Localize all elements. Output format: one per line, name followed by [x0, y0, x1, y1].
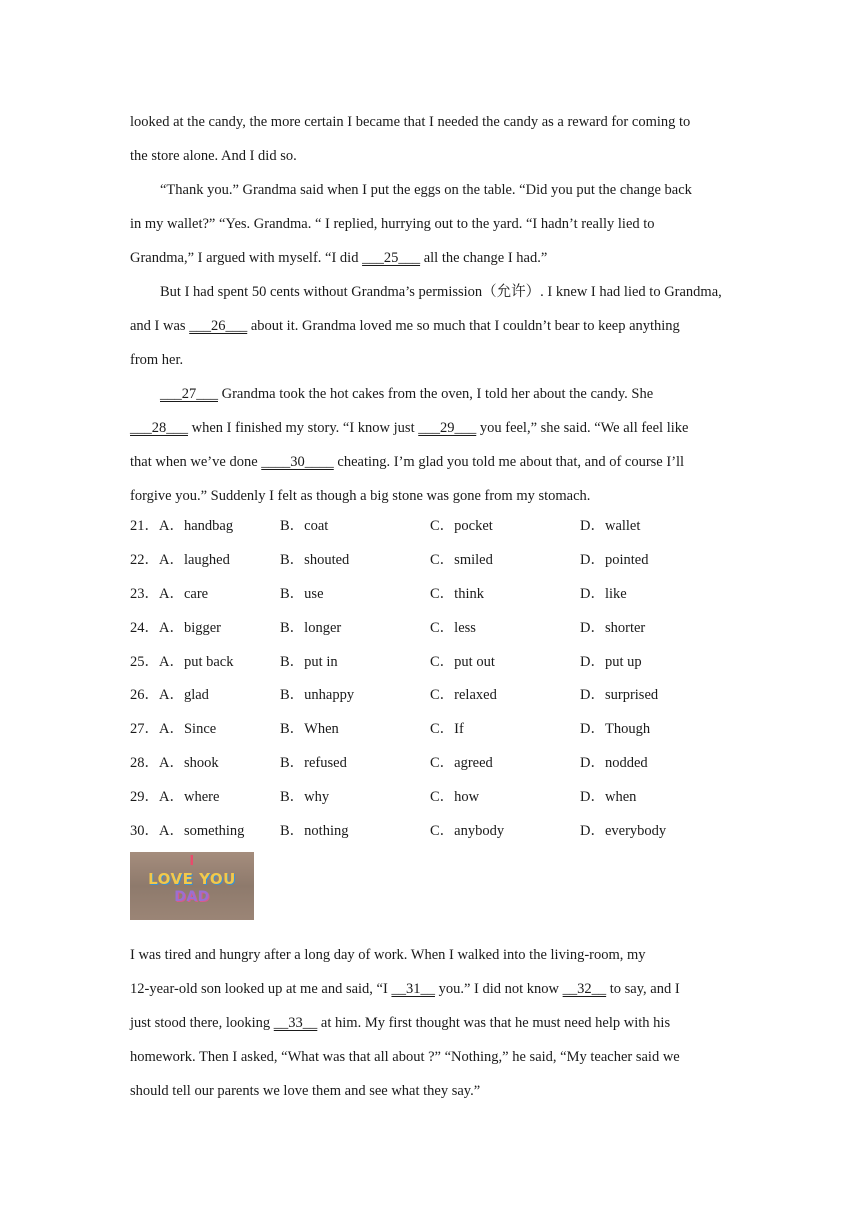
- passage-line: should tell our parents we love them and see what they say.”: [130, 1083, 481, 1099]
- poster-line: DAD: [174, 889, 210, 905]
- passage-line: I was tired and hungry after a long day of work. When I walked into the living-room, my: [130, 947, 646, 963]
- passage-line: ___27___ Grandma took the hot cakes from the oven, I told her about the candy. She: [160, 386, 654, 402]
- question-row: 21．A．handbag B．coat C．pocket D．wallet: [130, 518, 641, 534]
- blank-27: ___27___: [160, 386, 218, 402]
- passage-line: “Thank you.” Grandma said when I put the eggs on the table. “Did you put the change back: [160, 182, 692, 198]
- passage-line: and I was ___26___ about it. Grandma loved me so much that I couldn’t bear to keep anything: [130, 318, 680, 334]
- question-row: 30．A．something B．nothing C．anybody D．everybody: [130, 823, 667, 840]
- blank-31: __31__: [391, 981, 435, 997]
- question-row: 27．A．Since B．When C．If D．Though: [130, 721, 651, 738]
- question-row: 26．A．glad B．unhappy C．relaxed D．surprised: [130, 687, 659, 704]
- blank-28: ___28___: [130, 420, 188, 436]
- question-row: 29．A．where B．why C．how D．when: [130, 789, 637, 806]
- blank-26: ___26___: [189, 318, 248, 334]
- passage-line: Grandma,” I argued with myself. “I did ___25___ all the change I had.”: [130, 250, 548, 266]
- passage-line: just stood there, looking __33__ at him. My first thought was that he must need help with his: [130, 1015, 671, 1031]
- passage-line: looked at the candy, the more certain I became that I needed the candy as a reward for coming to: [130, 114, 691, 130]
- question-row: 24．A．bigger B．longer C．less D．shorter: [130, 619, 646, 636]
- passage-two: [130, 938, 740, 1108]
- passage-line: from her.: [130, 352, 184, 368]
- question-row: 25．A．put back B．put in C．put out D．put up: [130, 653, 642, 670]
- blank-25: ___25___: [362, 250, 421, 266]
- passage-line: homework. Then I asked, “What was that all about ?” “Nothing,” he said, “My teacher said we: [130, 1049, 680, 1065]
- passage-line: ___28___ when I finished my story. “I know just ___29___ you feel,” she said. “We all feel like: [130, 420, 689, 436]
- passage-line: But I had spent 50 cents without Grandma’s permission（允许）. I knew I had lied to Grandma,: [160, 284, 722, 300]
- answer-options: [130, 510, 730, 849]
- i-love-you-dad-image: [130, 852, 254, 920]
- blank-33: __33__: [273, 1015, 318, 1031]
- poster-line: I: [189, 854, 195, 869]
- passage-line: 12-year-old son looked up at me and said, “I __31__ you.” I did not know __32__ to say, and I: [130, 981, 680, 997]
- passage-line: in my wallet?” “Yes. Grandma. “ I replied, hurrying out to the yard. “I hadn’t really lied to: [130, 216, 655, 232]
- question-row: 23．A．care B．use C．think D．like: [130, 585, 627, 602]
- passage-line: the store alone. And I did so.: [130, 148, 297, 164]
- blank-30: ____30____: [261, 454, 334, 470]
- question-row: 22．A．laughed B．shouted C．smiled D．pointed: [130, 551, 649, 568]
- poster-line: LOVE YOU: [148, 870, 236, 888]
- question-row: 28．A．shook B．refused C．agreed D．nodded: [130, 755, 648, 772]
- passage-one: [130, 105, 740, 513]
- blank-29: ___29___: [418, 420, 477, 436]
- passage-line: that when we’ve done ____30____ cheating. I’m glad you told me about that, and of course I’ll: [130, 454, 685, 470]
- blank-32: __32__: [562, 981, 607, 997]
- passage-line: forgive you.” Suddenly I felt as though a big stone was gone from my stomach.: [130, 488, 591, 504]
